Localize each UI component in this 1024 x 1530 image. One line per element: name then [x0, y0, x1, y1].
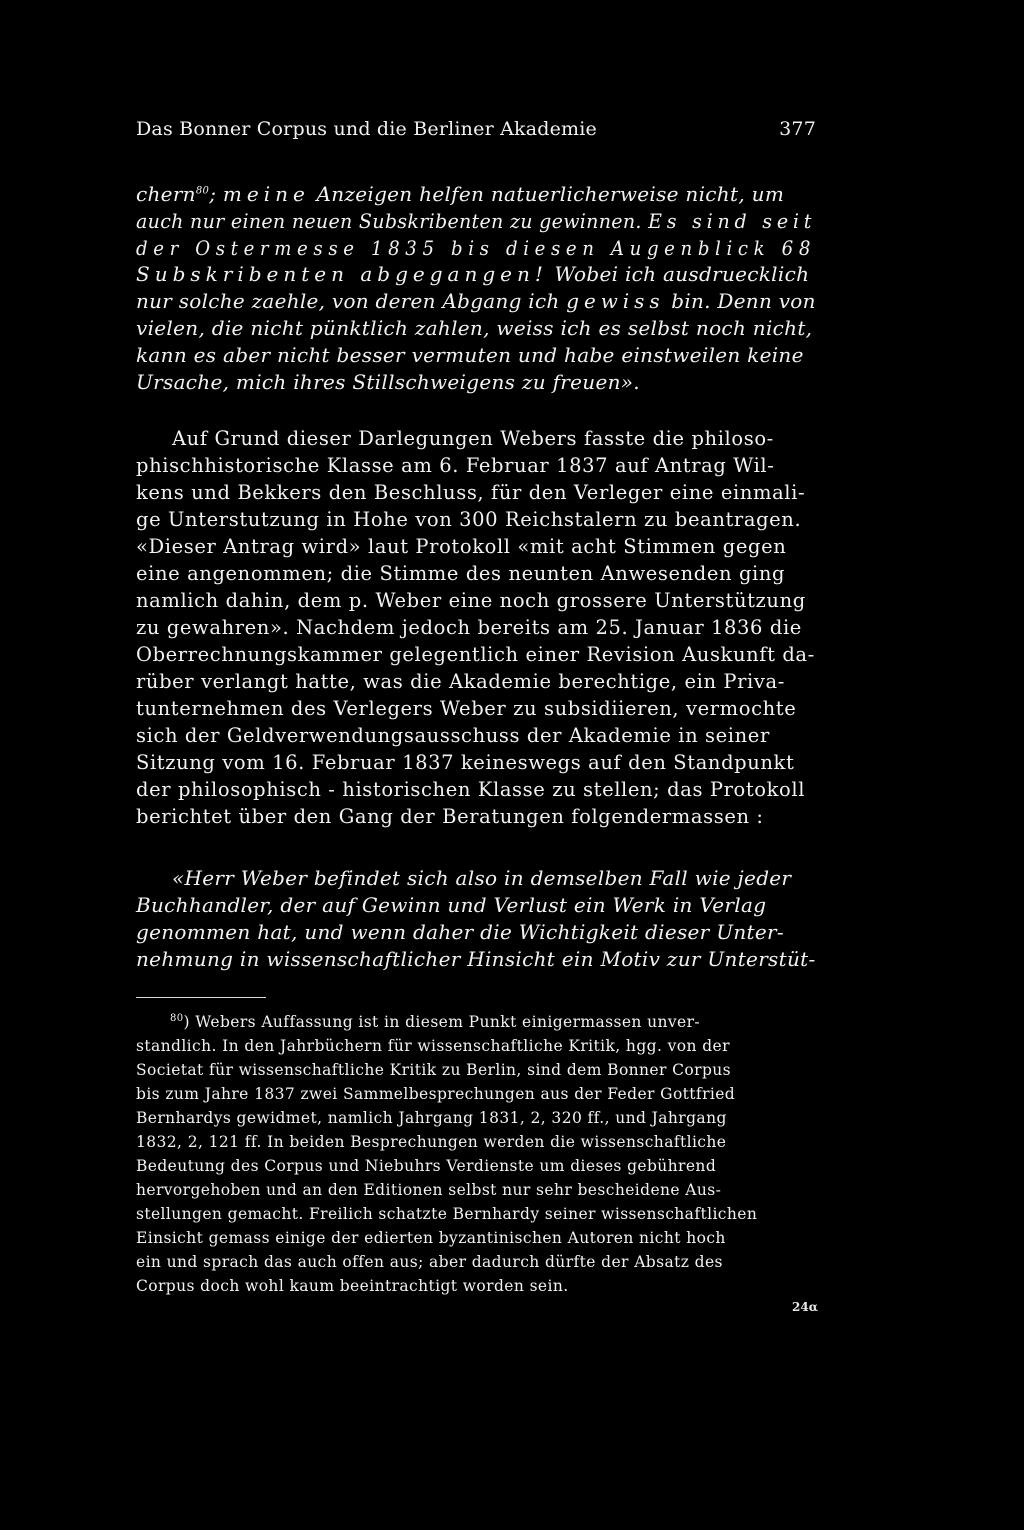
spaced-emphasis: meine — [222, 182, 310, 206]
running-title: Das Bonner Corpus und die Berliner Akademie — [136, 118, 597, 140]
quote-line: Buchhandler, der auf Gewinn und Verlust ein Werk in Verlag — [136, 893, 767, 917]
footnote-line: bis zum Jahre 1837 zwei Sammelbesprechungen aus der Feder Gottfried — [136, 1085, 736, 1103]
body-line: Sitzung vom 16. Februar 1837 keineswegs auf den Standpunkt — [136, 751, 795, 774]
body-line: «Dieser Antrag wird» laut Protokoll «mit acht Stimmen gegen — [136, 535, 787, 558]
quote-line: nehmung in wissenschaftlicher Hinsicht ein Motiv zur Unterstüt- — [136, 947, 816, 971]
footnote-line: Corpus doch wohl kaum beeintrachtigt worden sein. — [136, 1277, 569, 1295]
quote-line: Ursache, mich ihres Stillschweigens zu freuen». — [136, 370, 640, 394]
body-line: eine angenommen; die Stimme des neunten Anwesenden ging — [136, 562, 786, 585]
quote-line: kann es aber nicht besser vermuten und habe einstweilen keine — [136, 343, 804, 367]
quote-line: Subskribenten abgegangen! Wobei ich ausdruecklich — [136, 262, 810, 286]
quote-line: genommen hat, und wenn daher die Wichtigkeit dieser Unter- — [136, 920, 784, 944]
body-line: berichtet über den Gang der Beratungen folgendermassen : — [136, 805, 764, 828]
body-line: namlich dahin, dem p. Weber eine noch grossere Unterstützung — [136, 589, 806, 612]
quote-line: «Herr Weber befindet sich also in demselben Fall wie jeder — [172, 866, 792, 890]
footnote-line: stellungen gemacht. Freilich schatzte Bernhardy seiner wissenschaftlichen — [136, 1205, 758, 1223]
signature-mark: 24α — [792, 1300, 818, 1314]
quote-line: auch nur einen neuen Subskribenten zu gewinnen. Es sind seit — [136, 209, 817, 233]
quote-line: nur solche zaehle, von deren Abgang ich gewiss bin. Denn von — [136, 289, 816, 313]
footnote-ref: 80 — [195, 185, 210, 197]
footnote-line: ein und sprach das auch offen aus; aber dadurch dürfte der Absatz des — [136, 1253, 723, 1271]
spaced-emphasis: der Ostermesse 1835 bis diesen Augenblick 68 — [136, 236, 816, 260]
footnote-line: $^{80}$) Webers Auffassung ist in diesem Punkt einigermassen unver- — [170, 1013, 701, 1032]
quote-line: vielen, die nicht pünktlich zahlen, weiss ich es selbst noch nicht, — [136, 316, 813, 340]
spaced-emphasis: Subskribenten abgegangen! — [136, 262, 548, 286]
footnote-line: hervorgehoben und an den Editionen selbst nur sehr bescheidene Aus- — [136, 1181, 722, 1199]
body-line: der philosophisch - historischen Klasse zu stellen; das Protokoll — [136, 778, 806, 801]
footnote-line: Einsicht gemass einige der edierten byzantinischen Autoren nicht hoch — [136, 1229, 726, 1247]
body-line: zu gewahren». Nachdem jedoch bereits am 25. Januar 1836 die — [136, 616, 802, 639]
spaced-emphasis: Es sind seit — [648, 209, 817, 233]
body-line: sich der Geldverwendungsausschuss der Akademie in seiner — [136, 724, 770, 747]
quote-line — [136, 236, 816, 260]
body-line: Auf Grund dieser Darlegungen Webers fasste die philoso- — [172, 427, 774, 450]
quote-line: chern$^{80}$; meine Anzeigen helfen natuerlicherweise nicht, um — [136, 182, 785, 206]
footnote-line: standlich. In den Jahrbüchern für wissenschaftliche Kritik, hgg. von der — [136, 1037, 730, 1055]
body-line: phischhistorische Klasse am 6. Februar 1837 auf Antrag Wil- — [136, 454, 775, 477]
footnote-line: 1832, 2, 121 ff. In beiden Besprechungen werden die wissenschaftliche — [136, 1133, 727, 1151]
footnote-marker: 80 — [170, 1013, 184, 1024]
body-line: rüber verlangt hatte, was die Akademie berechtige, ein Priva- — [136, 670, 785, 693]
footnote-line: Bernhardys gewidmet, namlich Jahrgang 1831, 2, 320 ff., und Jahrgang — [136, 1109, 727, 1127]
spaced-emphasis: gewiss — [566, 289, 665, 313]
footnote-line: Societat für wissenschaftliche Kritik zu Berlin, sind dem Bonner Corpus — [136, 1061, 732, 1079]
body-line: kens und Bekkers den Beschluss, für den Verleger eine einmali- — [136, 481, 806, 504]
page-number: 377 — [779, 118, 816, 140]
body-line: tunternehmen des Verlegers Weber zu subsidiieren, vermochte — [136, 697, 797, 720]
body-line: ge Unterstutzung in Hohe von 300 Reichstalern zu beantragen. — [136, 508, 802, 531]
footnote-rule — [136, 997, 266, 998]
footnote-line: Bedeutung des Corpus und Niebuhrs Verdienste um dieses gebührend — [136, 1157, 717, 1175]
body-line: Oberrechnungskammer gelegentlich einer Revision Auskunft da- — [136, 643, 815, 666]
